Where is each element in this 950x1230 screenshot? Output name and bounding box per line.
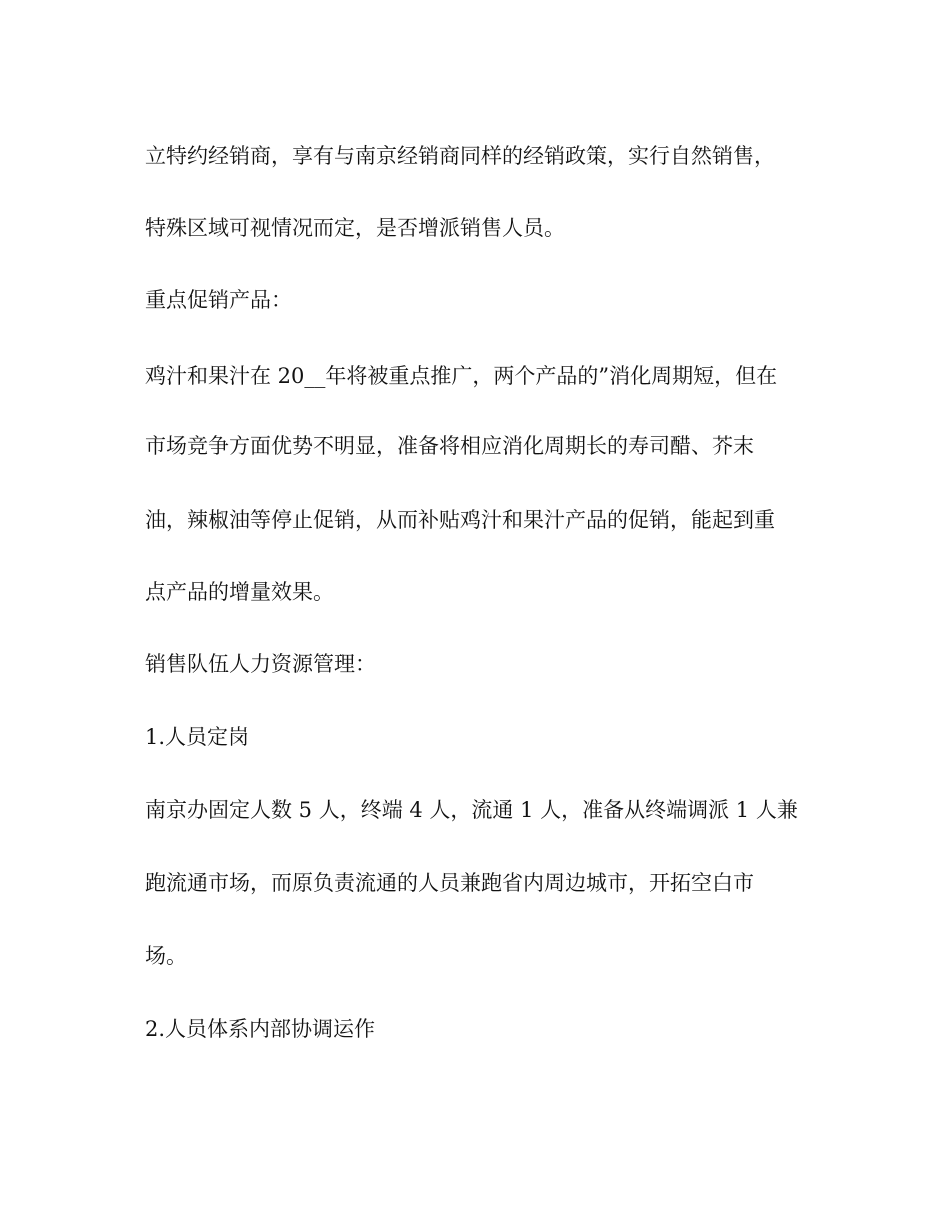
text-line: 南京办固定人数 5 人，终端 4 人，流通 1 人，准备从终端调派 1 人兼 xyxy=(145,798,798,822)
section-heading: 重点促销产品： xyxy=(145,288,292,312)
text-line: 立特约经销商，享有与南京经销商同样的经销政策，实行自然销售， xyxy=(145,144,775,168)
list-item-heading: 1.人员定岗 xyxy=(145,725,250,749)
text-line: 跑流通市场，而原负责流通的人员兼跑省内周边城市，开拓空白市 xyxy=(145,871,754,895)
text-line: 市场竞争方面优势不明显，准备将相应消化周期长的寿司醋、芥末 xyxy=(145,434,754,458)
text-line: 油，辣椒油等停止促销，从而补贴鸡汁和果汁产品的促销，能起到重 xyxy=(145,508,775,532)
list-item-heading: 2.人员体系内部协调运作 xyxy=(145,1017,376,1041)
section-heading: 销售队伍人力资源管理： xyxy=(145,652,376,676)
text-line: 点产品的增量效果。 xyxy=(145,580,334,604)
text-line: 鸡汁和果汁在 20__年将被重点推广，两个产品的”消化周期短，但在 xyxy=(145,364,778,388)
text-line: 场。 xyxy=(145,944,187,968)
text-line: 特殊区域可视情况而定，是否增派销售人员。 xyxy=(145,216,565,240)
